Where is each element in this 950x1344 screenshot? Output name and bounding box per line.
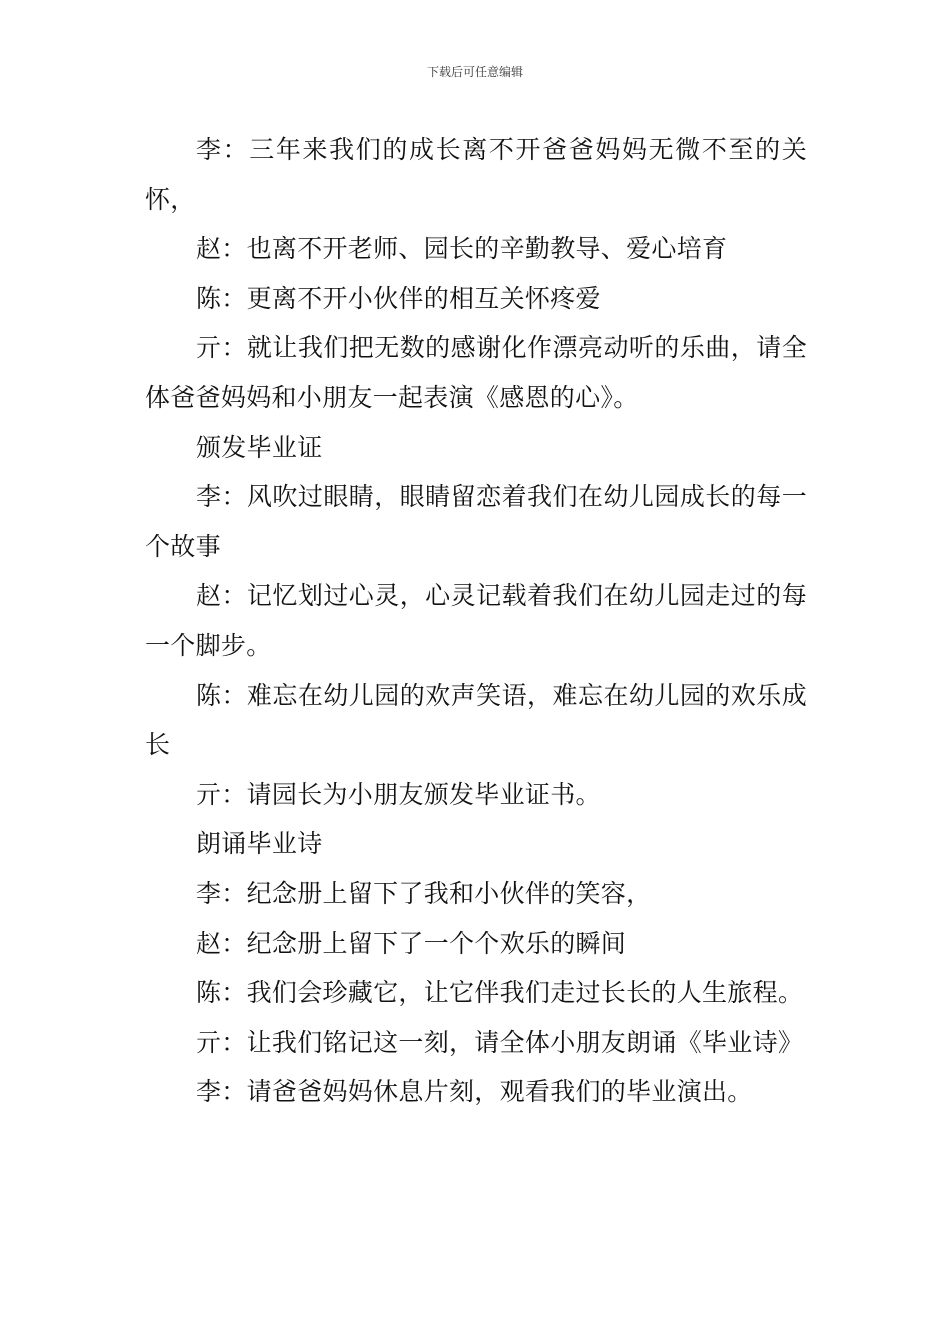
paragraph: 陈：更离不开小伙伴的相互关怀疼爱 <box>196 283 601 313</box>
section-heading: 颁发毕业证 <box>196 432 323 462</box>
paragraph: 亓：就让我们把无数的感谢化作漂亮动听的乐曲，请全体爸爸妈妈和小朋友一起表演《感恩的心》。 <box>145 333 807 412</box>
paragraph: 赵：也离不开老师、园长的辛勤教导、爱心培育 <box>196 234 728 264</box>
paragraph: 陈：我们会珍藏它，让它伴我们走过长长的人生旅程。 <box>196 978 804 1008</box>
paragraph: 赵：纪念册上留下了一个个欢乐的瞬间 <box>196 928 627 958</box>
section-heading: 朗诵毕业诗 <box>196 829 323 859</box>
paragraph: 李：风吹过眼睛，眼睛留恋着我们在幼儿园成长的每一个故事 <box>145 482 807 561</box>
paragraph: 李：纪念册上留下了我和小伙伴的笑容， <box>196 878 652 908</box>
paragraph: 李：请爸爸妈妈休息片刻，观看我们的毕业演出。 <box>196 1077 753 1107</box>
paragraph: 亓：让我们铭记这一刻，请全体小朋友朗诵《毕业诗》 <box>196 1027 804 1057</box>
paragraph: 陈：难忘在幼儿园的欢声笑语，难忘在幼儿园的欢乐成长 <box>145 680 807 760</box>
document-body <box>145 125 807 1117</box>
paragraph: 赵：记忆划过心灵，心灵记载着我们在幼儿园走过的每一个脚步。 <box>145 581 807 660</box>
paragraph: 亓：请园长为小朋友颁发毕业证书。 <box>196 779 601 809</box>
header-note: 下载后可任意编辑 <box>426 65 523 79</box>
paragraph: 李：三年来我们的成长离不开爸爸妈妈无微不至的关怀， <box>145 135 807 214</box>
